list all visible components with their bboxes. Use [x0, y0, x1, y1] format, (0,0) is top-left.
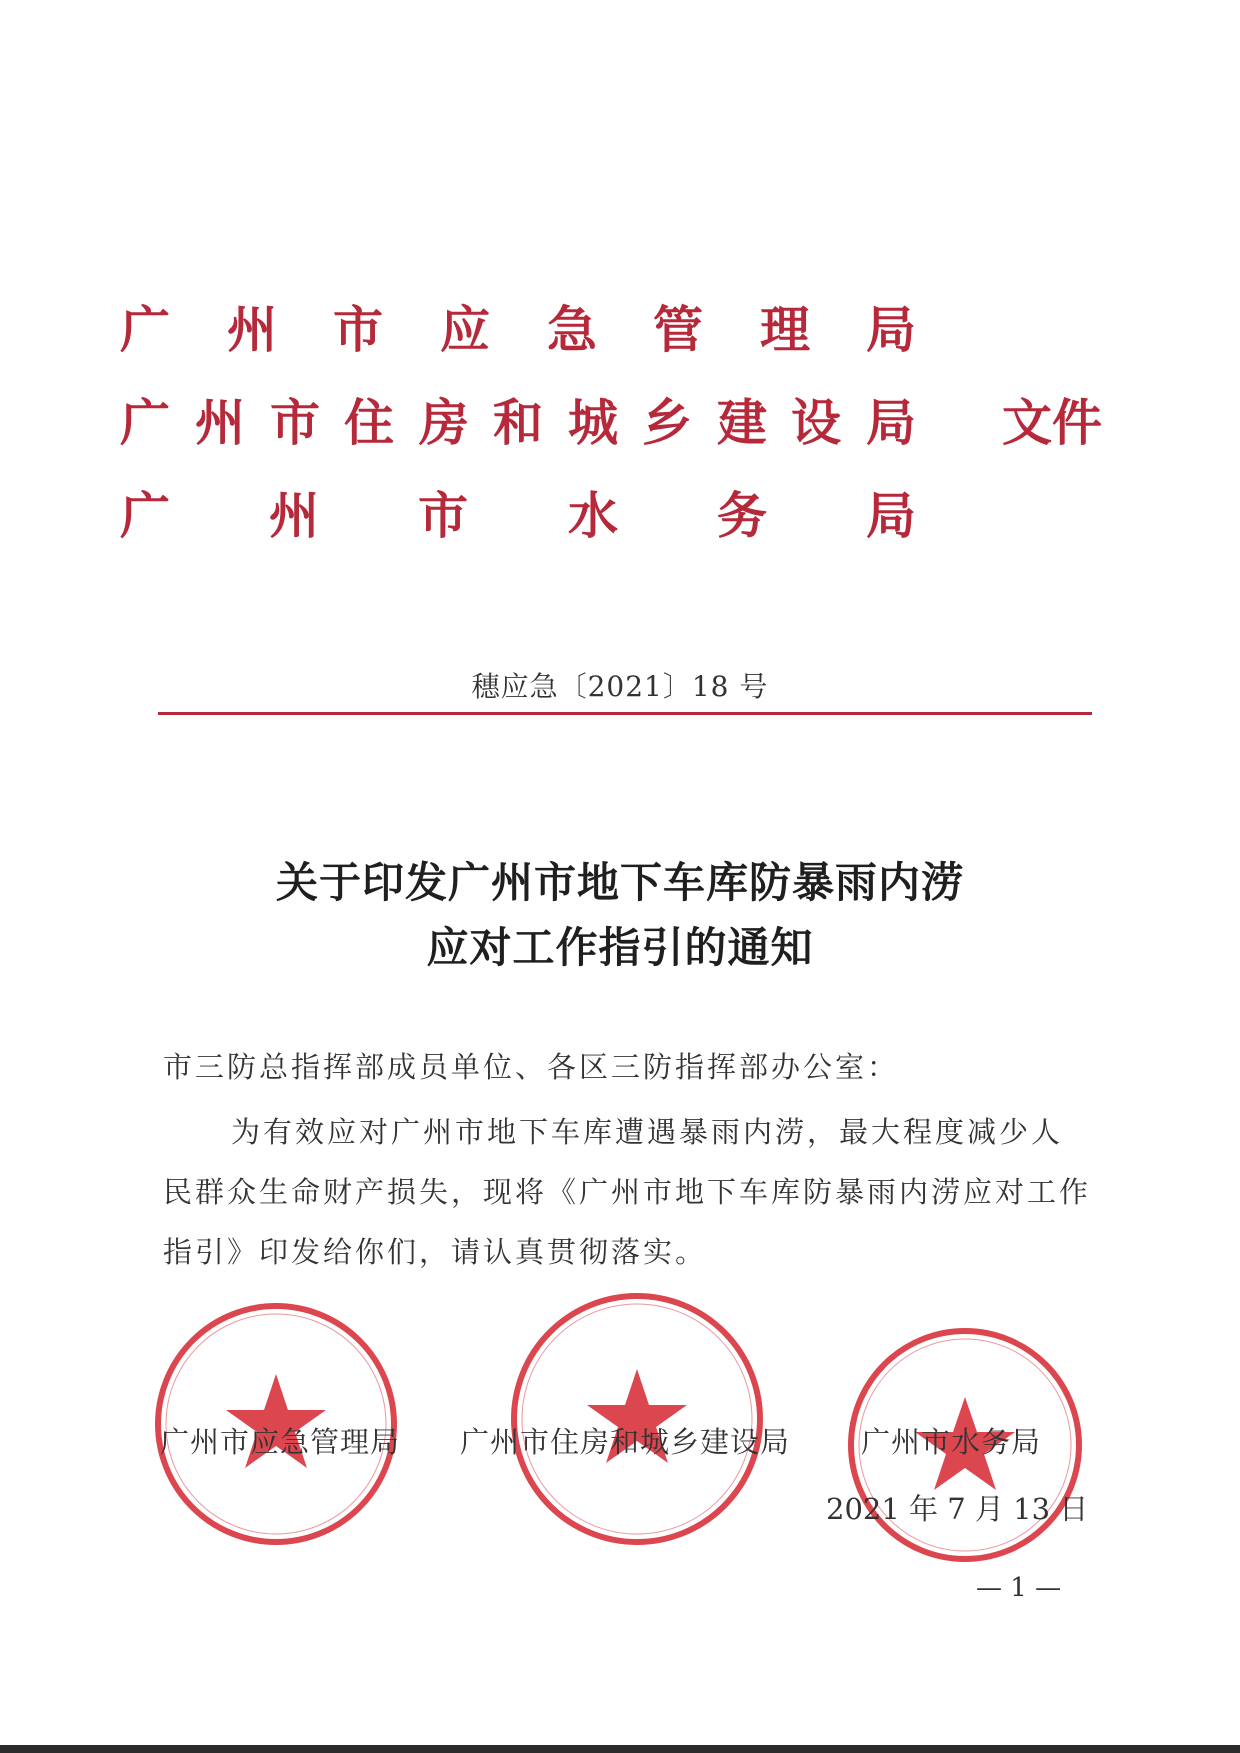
issuer-char: 州: [269, 486, 319, 545]
body-paragraph: 为有效应对广州市地下车库遭遇暴雨内涝，最大程度减少人民群众生命财产损失，现将《广州市地下车库防暴雨内涝应对工作指引》印发给你们，请认真贯彻落实。: [163, 1115, 1092, 1269]
document-title-line-1: 关于印发广州市地下车库防暴雨内涝: [275, 858, 964, 907]
signature-water-bureau: 广州市水务局: [861, 1425, 1042, 1459]
issuer-char: 建: [717, 393, 767, 452]
salutation: 市三防总指挥部成员单位、各区三防指挥部办公室：: [163, 1050, 900, 1084]
signature-housing-bureau: 广州市住房和城乡建设局: [460, 1425, 791, 1459]
issuer-char: 房: [419, 393, 469, 452]
issuer-char: 设: [791, 393, 841, 452]
issuer-char: 广: [120, 300, 170, 359]
issuer-char: 水: [568, 486, 618, 545]
issuer-char: 急: [547, 300, 597, 359]
issuer-char: 市: [418, 486, 468, 545]
issuer-char: 应: [440, 300, 490, 359]
header-red-rule: [158, 712, 1092, 715]
seal-graphic: [508, 1290, 766, 1548]
issue-date: 2021 年 7 月 13 日: [826, 1492, 1089, 1526]
issuer-suffix: 文件: [1002, 393, 1102, 452]
signature-emergency-bureau: 广州市应急管理局: [160, 1425, 401, 1459]
issuer-char: 理: [760, 300, 810, 359]
issuer-char: 广: [120, 393, 170, 452]
issuer-char: 市: [333, 300, 383, 359]
document-number: 穗应急〔2021〕18 号: [471, 670, 769, 703]
issuer-char: 和: [493, 393, 543, 452]
issuer-char: 市: [270, 393, 320, 452]
issuer-char: 局: [866, 393, 916, 452]
seal-housing-bureau: [508, 1290, 766, 1548]
issuer-char: 城: [568, 393, 618, 452]
issuer-char: 住: [344, 393, 394, 452]
issuer-char: 乡: [642, 393, 692, 452]
issuer-char: 州: [195, 393, 245, 452]
issuer-char: 管: [653, 300, 703, 359]
issuer-char: 局: [866, 486, 916, 545]
scan-bottom-edge: [0, 1745, 1240, 1753]
issuer-char: 广: [120, 486, 170, 545]
issuer-char: 务: [717, 486, 767, 545]
page-number: — 1 —: [976, 1573, 1062, 1603]
issuer-char: 州: [227, 300, 277, 359]
issuer-char: 局: [866, 300, 916, 359]
document-title-line-2: 应对工作指引的通知: [426, 923, 814, 972]
